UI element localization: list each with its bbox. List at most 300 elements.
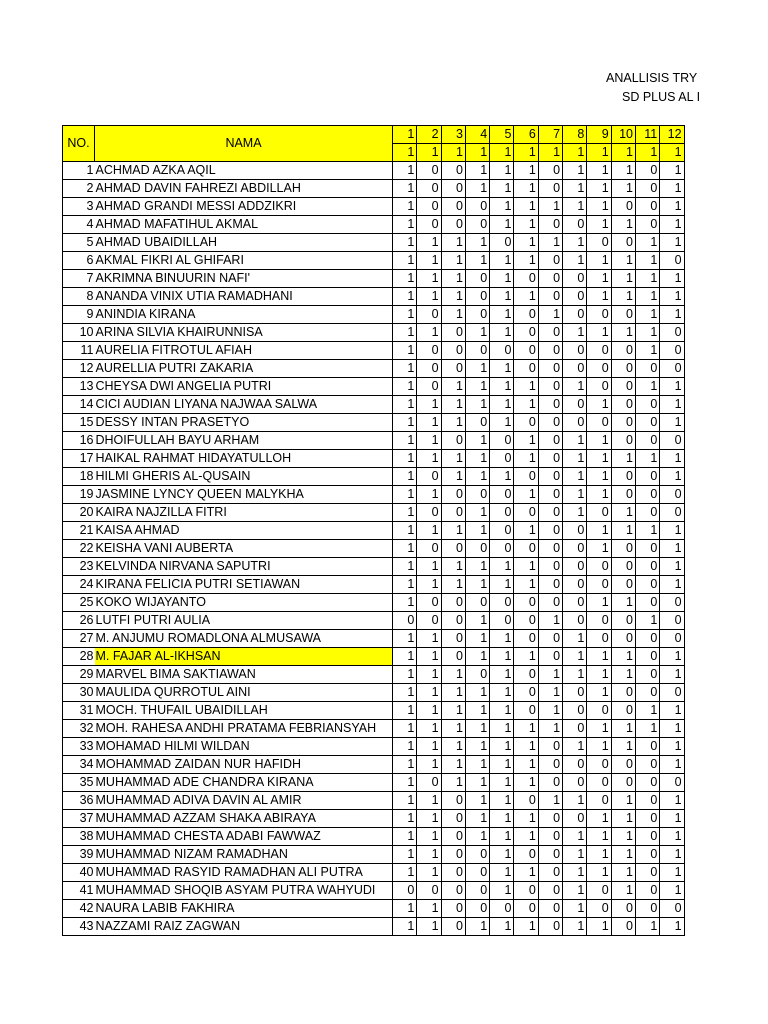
score-cell: 0 bbox=[538, 414, 562, 432]
score-cell: 0 bbox=[538, 558, 562, 576]
table-row bbox=[63, 288, 685, 306]
student-name: ANINDIA KIRANA bbox=[95, 306, 393, 324]
score-cell: 1 bbox=[587, 216, 611, 234]
score-cell: 1 bbox=[417, 324, 441, 342]
score-cell: 1 bbox=[441, 702, 465, 720]
student-name: MUHAMMAD ADE CHANDRA KIRANA bbox=[95, 774, 393, 792]
answer-key-12: 1 bbox=[660, 144, 684, 162]
score-cell: 1 bbox=[587, 918, 611, 936]
student-number: 37 bbox=[63, 810, 95, 828]
table-row bbox=[63, 810, 685, 828]
score-cell: 1 bbox=[514, 648, 538, 666]
score-cell: 1 bbox=[490, 198, 514, 216]
score-cell: 1 bbox=[611, 270, 635, 288]
score-cell: 0 bbox=[611, 360, 635, 378]
score-cell: 0 bbox=[563, 756, 587, 774]
score-cell: 0 bbox=[465, 216, 489, 234]
score-cell: 1 bbox=[514, 432, 538, 450]
score-cell: 1 bbox=[417, 234, 441, 252]
score-cell: 0 bbox=[514, 414, 538, 432]
student-name: AHMAD GRANDI MESSI ADDZIKRI bbox=[95, 198, 393, 216]
score-cell: 1 bbox=[660, 666, 684, 684]
score-cell: 1 bbox=[490, 702, 514, 720]
score-cell: 0 bbox=[441, 918, 465, 936]
table-row bbox=[63, 504, 685, 522]
score-cell: 1 bbox=[611, 864, 635, 882]
score-cell: 1 bbox=[514, 558, 538, 576]
score-cell: 1 bbox=[635, 522, 659, 540]
student-name: CICI AUDIAN LIYANA NAJWAA SALWA bbox=[95, 396, 393, 414]
student-number: 3 bbox=[63, 198, 95, 216]
table-row bbox=[63, 342, 685, 360]
score-cell: 0 bbox=[611, 900, 635, 918]
student-name: MOH. RAHESA ANDHI PRATAMA FEBRIANSYAH bbox=[95, 720, 393, 738]
score-cell: 0 bbox=[417, 468, 441, 486]
student-name: M. FAJAR AL-IKHSAN bbox=[95, 648, 393, 666]
score-cell: 0 bbox=[611, 396, 635, 414]
score-cell: 1 bbox=[465, 612, 489, 630]
score-cell: 0 bbox=[660, 432, 684, 450]
score-cell: 0 bbox=[538, 324, 562, 342]
score-cell: 0 bbox=[611, 918, 635, 936]
score-cell: 0 bbox=[563, 558, 587, 576]
score-cell: 1 bbox=[441, 468, 465, 486]
table-row bbox=[63, 180, 685, 198]
student-number: 22 bbox=[63, 540, 95, 558]
score-cell: 0 bbox=[538, 810, 562, 828]
score-cell: 0 bbox=[465, 486, 489, 504]
score-cell: 0 bbox=[660, 900, 684, 918]
score-cell: 1 bbox=[611, 666, 635, 684]
score-cell: 0 bbox=[441, 324, 465, 342]
score-cell: 0 bbox=[587, 558, 611, 576]
score-cell: 1 bbox=[393, 846, 417, 864]
score-cell: 1 bbox=[417, 900, 441, 918]
score-cell: 1 bbox=[635, 378, 659, 396]
score-cell: 1 bbox=[563, 918, 587, 936]
score-cell: 1 bbox=[538, 702, 562, 720]
score-cell: 0 bbox=[611, 612, 635, 630]
score-cell: 1 bbox=[514, 486, 538, 504]
score-cell: 0 bbox=[587, 342, 611, 360]
score-cell: 1 bbox=[393, 180, 417, 198]
score-cell: 1 bbox=[393, 198, 417, 216]
score-cell: 1 bbox=[660, 648, 684, 666]
score-cell: 0 bbox=[417, 306, 441, 324]
score-cell: 0 bbox=[417, 774, 441, 792]
score-cell: 0 bbox=[587, 360, 611, 378]
score-cell: 0 bbox=[611, 486, 635, 504]
score-cell: 1 bbox=[490, 774, 514, 792]
score-cell: 1 bbox=[393, 162, 417, 180]
student-name: MOHAMMAD ZAIDAN NUR HAFIDH bbox=[95, 756, 393, 774]
student-name: MOHAMAD HILMI WILDAN bbox=[95, 738, 393, 756]
student-name: ACHMAD AZKA AQIL bbox=[95, 162, 393, 180]
score-cell: 0 bbox=[538, 756, 562, 774]
score-cell: 0 bbox=[514, 270, 538, 288]
score-cell: 1 bbox=[660, 306, 684, 324]
score-cell: 1 bbox=[465, 324, 489, 342]
student-number: 36 bbox=[63, 792, 95, 810]
score-cell: 1 bbox=[465, 558, 489, 576]
score-cell: 1 bbox=[441, 252, 465, 270]
table-row bbox=[63, 864, 685, 882]
score-cell: 0 bbox=[611, 414, 635, 432]
score-cell: 0 bbox=[563, 684, 587, 702]
score-cell: 0 bbox=[538, 846, 562, 864]
score-cell: 0 bbox=[538, 450, 562, 468]
score-cell: 1 bbox=[393, 540, 417, 558]
score-cell: 1 bbox=[611, 522, 635, 540]
score-cell: 0 bbox=[514, 468, 538, 486]
score-cell: 0 bbox=[660, 504, 684, 522]
student-name: M. ANJUMU ROMADLONA ALMUSAWA bbox=[95, 630, 393, 648]
score-cell: 1 bbox=[441, 234, 465, 252]
score-cell: 1 bbox=[393, 342, 417, 360]
score-cell: 0 bbox=[514, 342, 538, 360]
score-cell: 0 bbox=[660, 360, 684, 378]
score-cell: 1 bbox=[660, 540, 684, 558]
answer-key-7: 1 bbox=[538, 144, 562, 162]
score-cell: 1 bbox=[563, 666, 587, 684]
score-cell: 0 bbox=[611, 342, 635, 360]
score-cell: 0 bbox=[660, 252, 684, 270]
student-name: AKMAL FIKRI AL GHIFARI bbox=[95, 252, 393, 270]
score-cell: 1 bbox=[587, 468, 611, 486]
score-cell: 1 bbox=[538, 306, 562, 324]
score-cell: 1 bbox=[490, 828, 514, 846]
question-number-4: 4 bbox=[465, 126, 489, 144]
score-cell: 1 bbox=[587, 648, 611, 666]
score-cell: 0 bbox=[611, 378, 635, 396]
score-cell: 0 bbox=[465, 288, 489, 306]
score-cell: 0 bbox=[490, 504, 514, 522]
score-cell: 0 bbox=[514, 612, 538, 630]
answer-key-10: 1 bbox=[611, 144, 635, 162]
score-cell: 1 bbox=[538, 792, 562, 810]
score-cell: 0 bbox=[538, 900, 562, 918]
score-cell: 0 bbox=[587, 576, 611, 594]
score-cell: 0 bbox=[514, 324, 538, 342]
score-cell: 0 bbox=[514, 540, 538, 558]
score-cell: 1 bbox=[611, 882, 635, 900]
table-row bbox=[63, 594, 685, 612]
student-name: KEISHA VANI AUBERTA bbox=[95, 540, 393, 558]
score-cell: 1 bbox=[393, 270, 417, 288]
score-cell: 0 bbox=[611, 576, 635, 594]
score-cell: 0 bbox=[441, 612, 465, 630]
score-cell: 1 bbox=[611, 792, 635, 810]
student-name: AHMAD MAFATIHUL AKMAL bbox=[95, 216, 393, 234]
score-cell: 1 bbox=[393, 306, 417, 324]
student-number: 30 bbox=[63, 684, 95, 702]
score-cell: 0 bbox=[514, 792, 538, 810]
score-cell: 0 bbox=[635, 540, 659, 558]
table-row bbox=[63, 756, 685, 774]
score-cell: 1 bbox=[660, 414, 684, 432]
score-cell: 0 bbox=[514, 702, 538, 720]
score-cell: 1 bbox=[587, 864, 611, 882]
student-name: KOKO WIJAYANTO bbox=[95, 594, 393, 612]
score-cell: 1 bbox=[611, 846, 635, 864]
table-row bbox=[63, 450, 685, 468]
score-cell: 0 bbox=[538, 342, 562, 360]
score-cell: 0 bbox=[514, 666, 538, 684]
score-cell: 1 bbox=[393, 288, 417, 306]
score-cell: 0 bbox=[635, 810, 659, 828]
score-cell: 1 bbox=[490, 558, 514, 576]
table-row bbox=[63, 324, 685, 342]
student-number: 24 bbox=[63, 576, 95, 594]
score-cell: 1 bbox=[417, 864, 441, 882]
score-cell: 1 bbox=[465, 234, 489, 252]
score-cell: 1 bbox=[417, 810, 441, 828]
score-cell: 1 bbox=[514, 180, 538, 198]
answer-key-1: 1 bbox=[393, 144, 417, 162]
score-cell: 0 bbox=[538, 162, 562, 180]
score-cell: 1 bbox=[635, 702, 659, 720]
score-cell: 0 bbox=[441, 828, 465, 846]
student-number: 16 bbox=[63, 432, 95, 450]
score-cell: 1 bbox=[538, 234, 562, 252]
score-cell: 0 bbox=[417, 198, 441, 216]
student-name: AKRIMNA BINUURIN NAFI' bbox=[95, 270, 393, 288]
score-cell: 1 bbox=[660, 198, 684, 216]
score-cell: 1 bbox=[660, 396, 684, 414]
score-cell: 1 bbox=[490, 810, 514, 828]
score-cell: 0 bbox=[514, 504, 538, 522]
score-cell: 0 bbox=[563, 270, 587, 288]
score-cell: 1 bbox=[490, 396, 514, 414]
score-cell: 1 bbox=[490, 288, 514, 306]
table-row bbox=[63, 792, 685, 810]
student-name: AURELLIA PUTRI ZAKARIA bbox=[95, 360, 393, 378]
score-cell: 0 bbox=[660, 486, 684, 504]
score-cell: 0 bbox=[563, 306, 587, 324]
score-cell: 1 bbox=[490, 738, 514, 756]
score-cell: 1 bbox=[393, 828, 417, 846]
score-cell: 0 bbox=[538, 918, 562, 936]
score-cell: 0 bbox=[611, 234, 635, 252]
question-number-11: 11 bbox=[635, 126, 659, 144]
score-cell: 1 bbox=[514, 450, 538, 468]
score-cell: 1 bbox=[490, 306, 514, 324]
score-cell: 1 bbox=[393, 414, 417, 432]
score-cell: 1 bbox=[660, 522, 684, 540]
score-cell: 1 bbox=[417, 648, 441, 666]
score-cell: 1 bbox=[514, 234, 538, 252]
score-cell: 1 bbox=[465, 252, 489, 270]
question-number-10: 10 bbox=[611, 126, 635, 144]
score-cell: 1 bbox=[465, 648, 489, 666]
score-cell: 0 bbox=[441, 864, 465, 882]
score-cell: 1 bbox=[660, 918, 684, 936]
score-cell: 0 bbox=[635, 864, 659, 882]
score-cell: 1 bbox=[393, 774, 417, 792]
score-cell: 1 bbox=[587, 846, 611, 864]
score-cell: 1 bbox=[490, 684, 514, 702]
student-number: 31 bbox=[63, 702, 95, 720]
score-cell: 0 bbox=[660, 684, 684, 702]
score-cell: 0 bbox=[611, 558, 635, 576]
table-row bbox=[63, 828, 685, 846]
score-cell: 1 bbox=[465, 432, 489, 450]
score-cell: 0 bbox=[635, 468, 659, 486]
score-cell: 0 bbox=[417, 594, 441, 612]
score-cell: 1 bbox=[417, 396, 441, 414]
score-cell: 1 bbox=[417, 522, 441, 540]
score-cell: 1 bbox=[635, 612, 659, 630]
student-number: 33 bbox=[63, 738, 95, 756]
score-cell: 1 bbox=[587, 486, 611, 504]
score-cell: 1 bbox=[490, 576, 514, 594]
score-cell: 0 bbox=[538, 486, 562, 504]
score-cell: 1 bbox=[514, 828, 538, 846]
score-cell: 0 bbox=[441, 342, 465, 360]
score-cell: 0 bbox=[635, 846, 659, 864]
score-cell: 1 bbox=[660, 270, 684, 288]
score-cell: 0 bbox=[635, 486, 659, 504]
score-cell: 1 bbox=[417, 432, 441, 450]
score-cell: 1 bbox=[635, 342, 659, 360]
score-cell: 0 bbox=[587, 702, 611, 720]
score-cell: 1 bbox=[393, 432, 417, 450]
score-cell: 0 bbox=[587, 900, 611, 918]
score-cell: 0 bbox=[538, 648, 562, 666]
score-cell: 1 bbox=[441, 396, 465, 414]
score-cell: 1 bbox=[611, 594, 635, 612]
score-cell: 0 bbox=[441, 540, 465, 558]
score-cell: 0 bbox=[441, 360, 465, 378]
student-number: 9 bbox=[63, 306, 95, 324]
score-cell: 1 bbox=[635, 252, 659, 270]
answer-key-3: 1 bbox=[441, 144, 465, 162]
score-cell: 1 bbox=[393, 216, 417, 234]
score-cell: 0 bbox=[538, 180, 562, 198]
score-cell: 1 bbox=[465, 360, 489, 378]
score-cell: 1 bbox=[514, 216, 538, 234]
table-row bbox=[63, 918, 685, 936]
score-cell: 0 bbox=[635, 558, 659, 576]
score-cell: 0 bbox=[538, 270, 562, 288]
score-cell: 0 bbox=[490, 486, 514, 504]
student-number: 11 bbox=[63, 342, 95, 360]
score-cell: 1 bbox=[465, 756, 489, 774]
score-cell: 1 bbox=[417, 486, 441, 504]
score-cell: 1 bbox=[563, 882, 587, 900]
score-cell: 0 bbox=[611, 630, 635, 648]
score-cell: 1 bbox=[660, 288, 684, 306]
table-row bbox=[63, 306, 685, 324]
score-cell: 0 bbox=[441, 882, 465, 900]
score-cell: 1 bbox=[563, 468, 587, 486]
score-cell: 1 bbox=[441, 522, 465, 540]
score-cell: 1 bbox=[514, 288, 538, 306]
score-cell: 1 bbox=[393, 738, 417, 756]
score-cell: 1 bbox=[393, 252, 417, 270]
student-number: 4 bbox=[63, 216, 95, 234]
table-row bbox=[63, 540, 685, 558]
score-cell: 0 bbox=[538, 540, 562, 558]
score-cell: 1 bbox=[441, 288, 465, 306]
score-cell: 1 bbox=[490, 918, 514, 936]
score-cell: 1 bbox=[514, 756, 538, 774]
student-name: MUHAMMAD AZZAM SHAKA ABIRAYA bbox=[95, 810, 393, 828]
table-row bbox=[63, 414, 685, 432]
student-number: 17 bbox=[63, 450, 95, 468]
score-cell: 0 bbox=[635, 738, 659, 756]
score-cell: 1 bbox=[465, 918, 489, 936]
score-cell: 0 bbox=[635, 162, 659, 180]
score-cell: 1 bbox=[635, 306, 659, 324]
score-cell: 0 bbox=[538, 360, 562, 378]
student-number: 8 bbox=[63, 288, 95, 306]
question-number-2: 2 bbox=[417, 126, 441, 144]
score-cell: 0 bbox=[465, 270, 489, 288]
score-cell: 1 bbox=[587, 252, 611, 270]
score-cell: 0 bbox=[417, 378, 441, 396]
score-cell: 1 bbox=[465, 180, 489, 198]
score-cell: 0 bbox=[490, 594, 514, 612]
table-row bbox=[63, 846, 685, 864]
score-cell: 1 bbox=[563, 378, 587, 396]
score-cell: 0 bbox=[563, 540, 587, 558]
score-cell: 1 bbox=[490, 180, 514, 198]
score-cell: 0 bbox=[465, 900, 489, 918]
score-cell: 0 bbox=[441, 432, 465, 450]
score-cell: 0 bbox=[465, 864, 489, 882]
score-cell: 0 bbox=[538, 882, 562, 900]
student-name: CHEYSA DWI ANGELIA PUTRI bbox=[95, 378, 393, 396]
student-number: 12 bbox=[63, 360, 95, 378]
score-cell: 1 bbox=[660, 738, 684, 756]
score-cell: 1 bbox=[514, 396, 538, 414]
score-cell: 1 bbox=[660, 846, 684, 864]
score-cell: 1 bbox=[490, 666, 514, 684]
score-cell: 0 bbox=[563, 774, 587, 792]
score-cell: 1 bbox=[490, 324, 514, 342]
score-cell: 1 bbox=[490, 468, 514, 486]
score-cell: 1 bbox=[490, 360, 514, 378]
score-cell: 0 bbox=[465, 666, 489, 684]
score-cell: 0 bbox=[563, 720, 587, 738]
score-cell: 1 bbox=[490, 882, 514, 900]
score-cell: 1 bbox=[538, 720, 562, 738]
score-cell: 1 bbox=[587, 432, 611, 450]
score-cell: 1 bbox=[465, 396, 489, 414]
score-cell: 1 bbox=[417, 846, 441, 864]
score-cell: 0 bbox=[538, 378, 562, 396]
score-cell: 1 bbox=[635, 234, 659, 252]
score-cell: 0 bbox=[417, 216, 441, 234]
score-cell: 0 bbox=[635, 774, 659, 792]
score-cell: 1 bbox=[393, 810, 417, 828]
table-row bbox=[63, 396, 685, 414]
score-cell: 1 bbox=[660, 810, 684, 828]
score-cell: 0 bbox=[563, 396, 587, 414]
score-cell: 1 bbox=[393, 648, 417, 666]
score-cell: 1 bbox=[660, 468, 684, 486]
score-cell: 1 bbox=[538, 684, 562, 702]
score-cell: 1 bbox=[587, 270, 611, 288]
score-cell: 0 bbox=[538, 396, 562, 414]
score-cell: 1 bbox=[465, 378, 489, 396]
table-row bbox=[63, 684, 685, 702]
score-cell: 0 bbox=[538, 432, 562, 450]
score-cell: 0 bbox=[563, 522, 587, 540]
score-cell: 0 bbox=[635, 576, 659, 594]
score-cell: 0 bbox=[417, 612, 441, 630]
